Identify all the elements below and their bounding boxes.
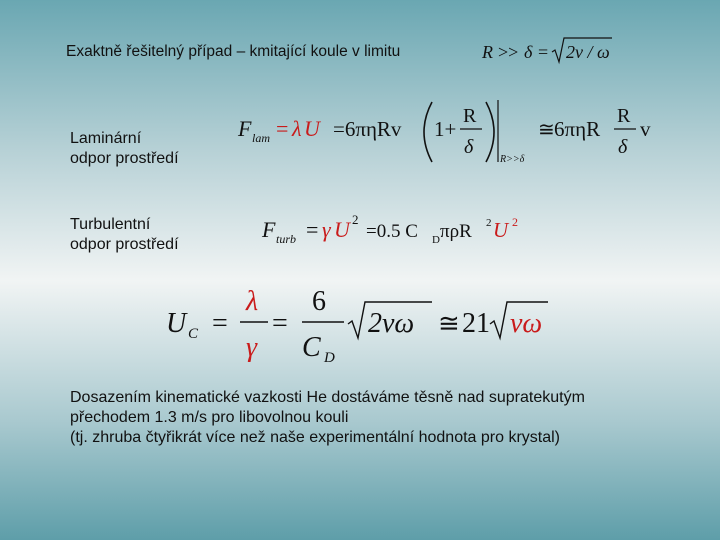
limit-radicand: 2ν / ω (566, 42, 610, 62)
laminar-label (70, 129, 179, 169)
conclusion-text (70, 388, 585, 448)
laminar-U: U (304, 116, 320, 141)
laminar-eval-sub: R>>δ (500, 154, 525, 165)
critical-eq2: = (272, 308, 288, 339)
laminar-label-line1: Laminární (70, 130, 142, 147)
turbulent-gamma: γ (322, 217, 331, 242)
critical-approx: ≅ (438, 309, 460, 338)
limit-formula (480, 34, 630, 68)
turbulent-rho: πρR (440, 221, 472, 242)
turbulent-rho-exp: 2 (486, 217, 492, 229)
turbulent-U2: U (493, 218, 509, 242)
limit-delta: δ (524, 42, 533, 62)
critical-C-sub: D (324, 350, 335, 366)
laminar-one-plus: 1+ (434, 117, 457, 141)
laminar-F: F (238, 116, 252, 141)
critical-coef: 21 (462, 308, 490, 339)
laminar-frac-num: R (463, 105, 477, 127)
critical-velocity-equation (164, 280, 564, 370)
turbulent-label-line2: odpor prostředí (70, 236, 179, 253)
limit-equals: = (538, 42, 549, 62)
laminar-equation (236, 96, 656, 168)
laminar-F-sub: lam (252, 131, 270, 145)
turbulent-U2-exp: 2 (512, 215, 518, 229)
laminar-eq1: = (276, 116, 289, 141)
turbulent-F-sub: turb (276, 232, 297, 246)
laminar-rhs-coef: 6πηR (554, 117, 601, 141)
laminar-left-paren (424, 102, 432, 162)
critical-U: U (166, 308, 187, 339)
laminar-eq2: =6πηRv (333, 117, 402, 141)
turbulent-equation (260, 210, 530, 250)
turbulent-F: F (262, 217, 276, 242)
turbulent-U-exp: 2 (352, 212, 359, 227)
turbulent-eq2: =0.5 C (366, 221, 418, 242)
critical-U-sub: C (188, 326, 199, 342)
turbulent-eq1: = (306, 217, 319, 242)
turbulent-label-line1: Turbulentní (70, 216, 151, 233)
turbulent-U: U (334, 217, 350, 242)
laminar-approx: ≅ (538, 119, 555, 141)
critical-lambda: λ (246, 286, 259, 317)
laminar-rhs-v: v (640, 117, 651, 141)
critical-six: 6 (312, 286, 326, 317)
turbulent-C-sub: D (432, 234, 440, 246)
conclusion-line1: Dosazením kinematické vazkosti He dostáváme těsně nad supratekutým (70, 389, 585, 406)
critical-C: C (302, 332, 321, 363)
laminar-label-line2: odpor prostředí (70, 150, 179, 167)
laminar-rhs-den: δ (618, 136, 628, 158)
conclusion-line3: (tj. zhruba čtyřikrát více než naše experimentální hodnota pro krystal) (70, 429, 560, 446)
critical-eq1: = (212, 308, 228, 339)
laminar-frac-den: δ (464, 136, 474, 158)
laminar-right-paren (486, 102, 494, 162)
conclusion-line2: přechodem 1.3 m/s pro libovolnou kouli (70, 409, 349, 426)
limit-much-greater: >> (498, 42, 519, 62)
laminar-lambda: λ (292, 116, 302, 141)
limit-R: R (482, 42, 493, 62)
critical-sqrt1-arg: 2νω (368, 308, 415, 339)
critical-sqrt2-arg: νω (510, 308, 543, 339)
slide-heading: Exaktně řešitelný případ – kmitající koule v limitu (66, 43, 401, 60)
turbulent-label (70, 215, 179, 255)
laminar-rhs-num: R (617, 105, 631, 127)
critical-gamma: γ (246, 332, 258, 363)
